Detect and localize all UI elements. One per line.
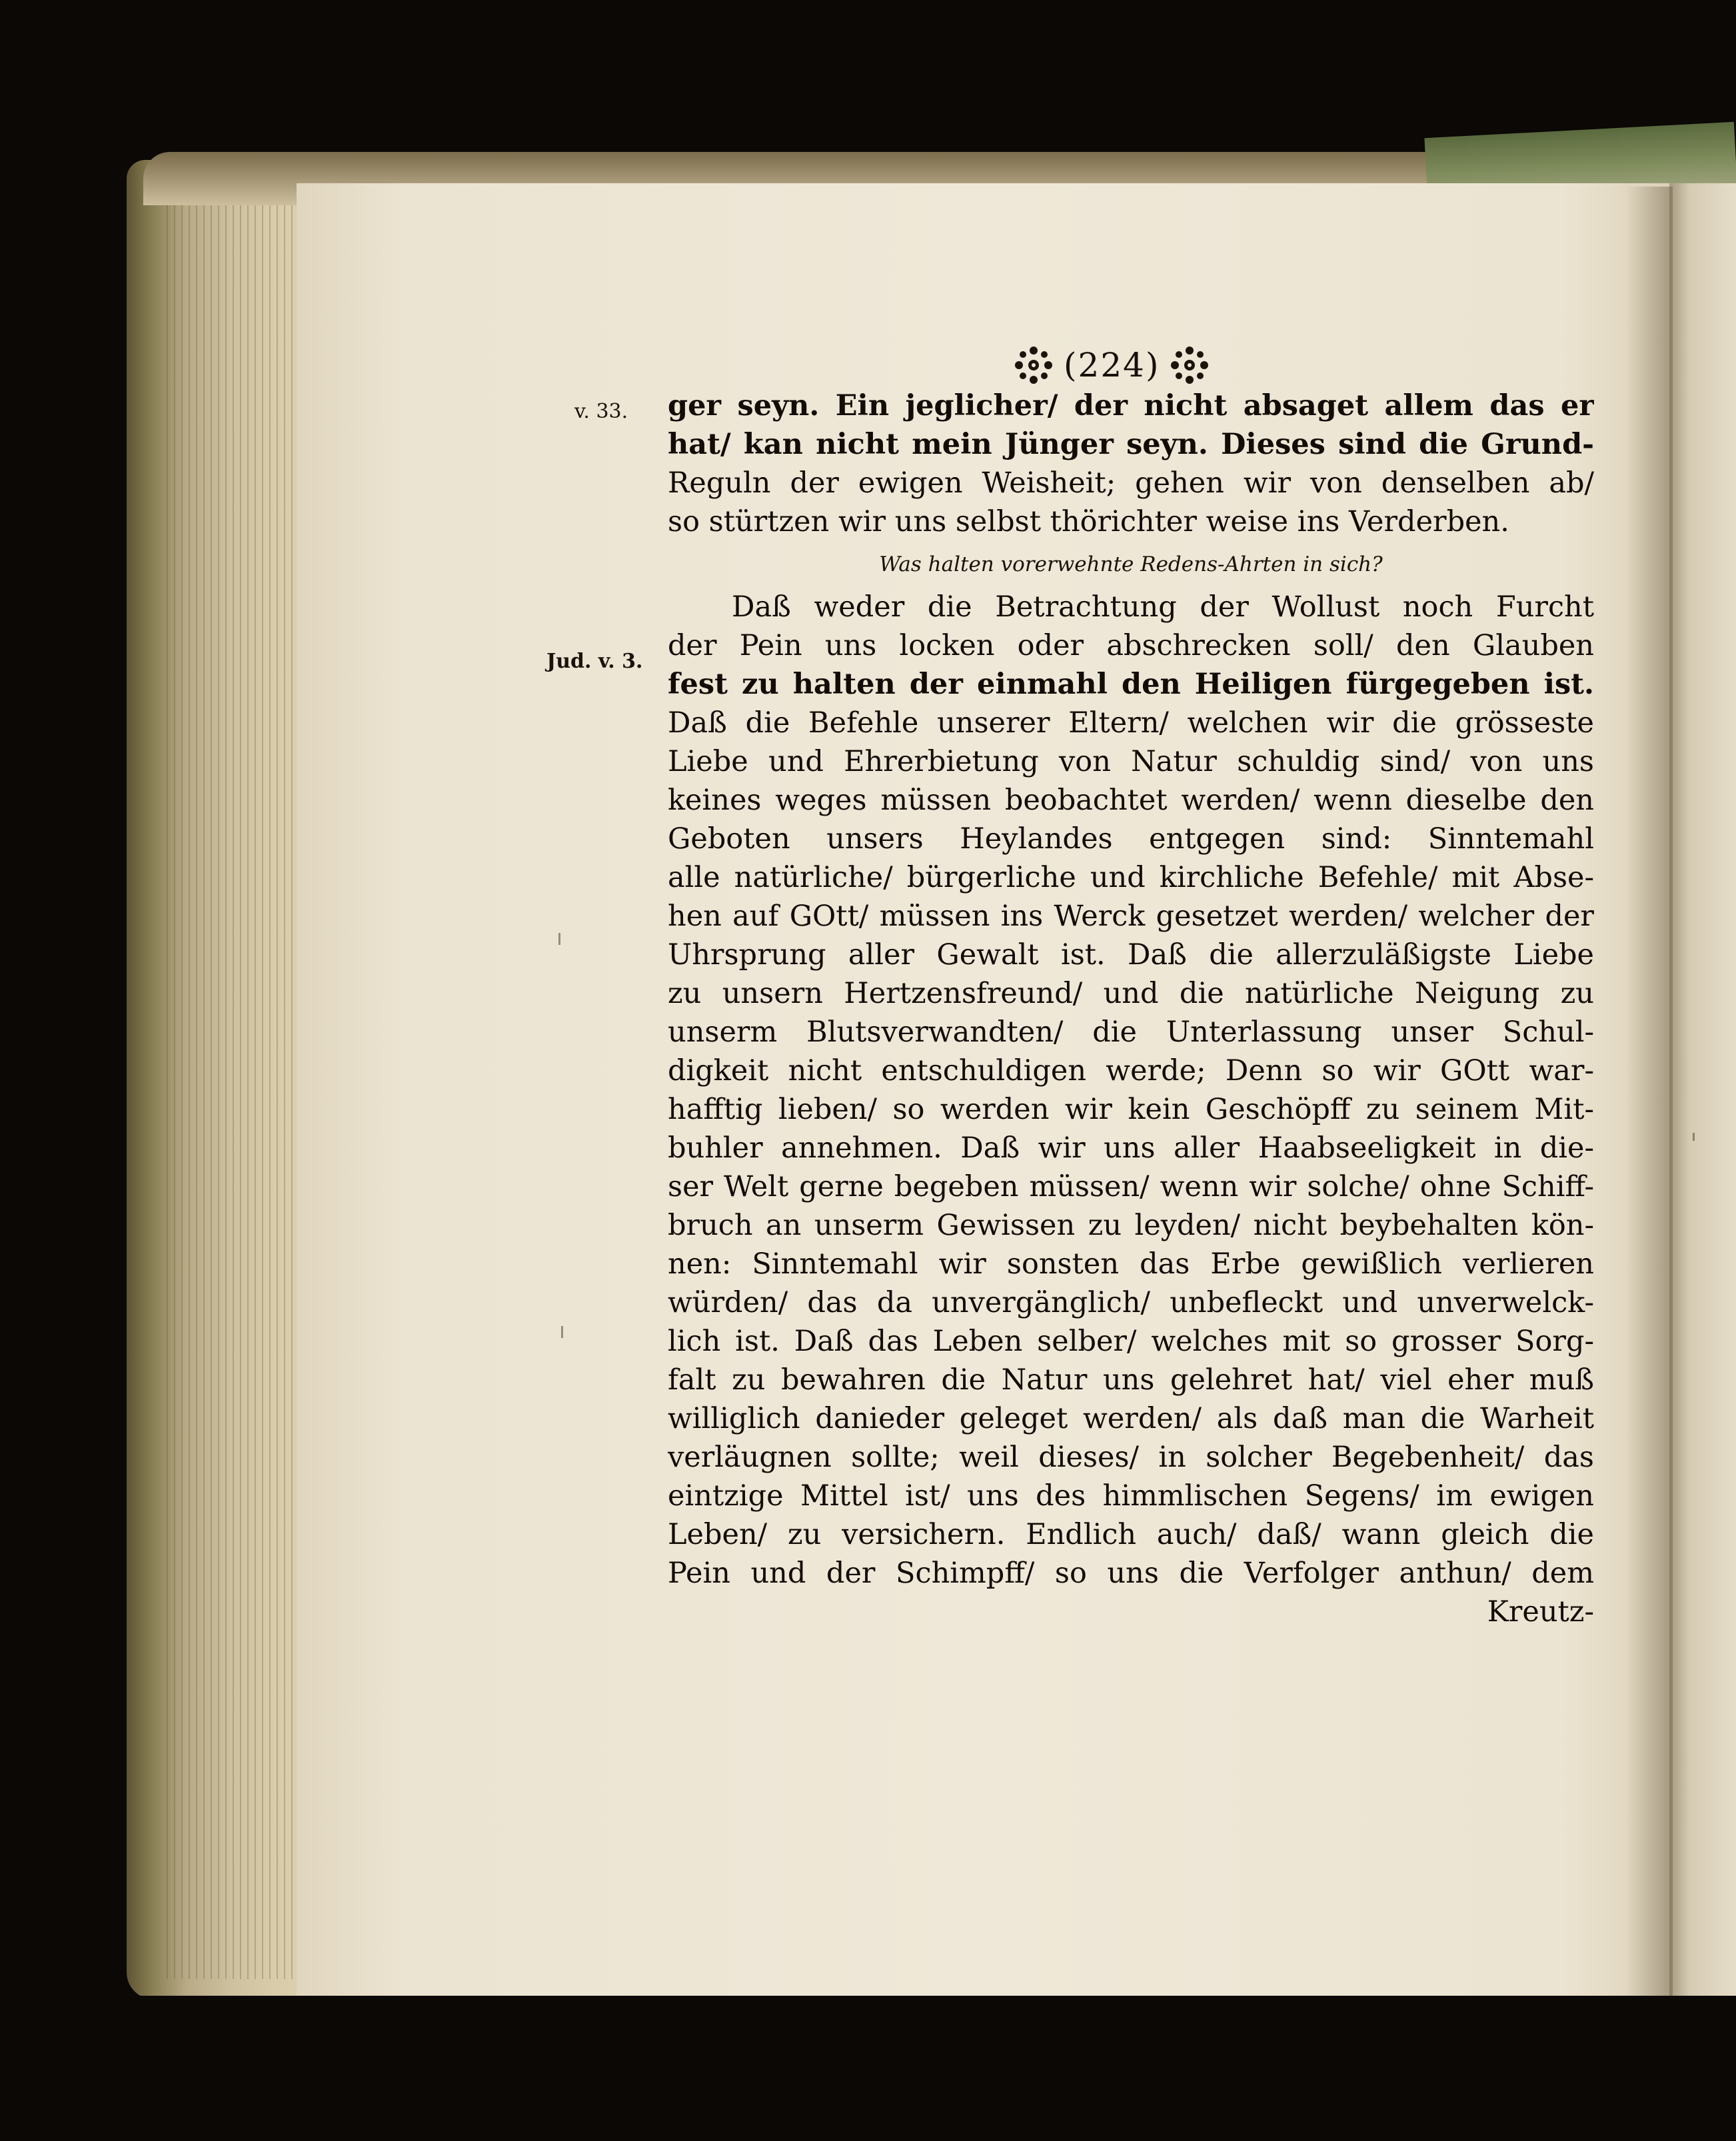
text-line: hen auf GOtt/ müssen ins Werck gesetzet werden/ welcher der — [668, 900, 1594, 933]
text-line: nen: Sinntemahl wir sonsten das Erbe gewißlich verlieren — [668, 1247, 1594, 1281]
paper-speck — [558, 933, 560, 945]
text-line: eintzige Mittel ist/ uns des himmlischen Segens/ im ewigen — [668, 1479, 1594, 1513]
text-line: zu unsern Hertzensfreund/ und die natürliche Neigung zu — [668, 977, 1594, 1010]
text-line: Geboten unsers Heylandes entgegen sind: Sinntemahl — [668, 822, 1594, 856]
text-line: keines weges müssen beobachtet werden/ wenn dieselbe den — [668, 784, 1594, 817]
text-line: Leben/ zu versichern. Endlich auch/ daß/ wann gleich die — [668, 1518, 1594, 1551]
gutter-shadow — [1626, 187, 1673, 1999]
margin-reference: v. 33. — [574, 400, 628, 423]
text-line: digkeit nicht entschuldigen werde; Denn so wir GOtt war- — [668, 1054, 1594, 1087]
text-line: ger seyn. Ein jeglicher/ der nicht absaget allem das er — [668, 389, 1594, 422]
body-text — [668, 386, 1594, 1631]
text-line: Daß weder die Betrachtung der Wollust noch Furcht — [732, 590, 1594, 624]
text-line: so stürtzen wir uns selbst thörichter weise ins Verderben. — [668, 505, 1509, 538]
text-line: Uhrsprung aller Gewalt ist. Daß die allerzuläßigste Liebe — [668, 938, 1594, 972]
text-line: der Pein uns locken oder abschrecken soll/ den Glauben — [668, 629, 1594, 662]
paper-speck — [1693, 1133, 1695, 1141]
text-line: fest zu halten der einmahl den Heiligen fürgegeben ist. — [668, 668, 1594, 701]
text-line: Reguln der ewigen Weisheit; gehen wir von denselben ab/ — [668, 466, 1594, 500]
catchword: Kreutz- — [1487, 1595, 1594, 1629]
margin-reference: Jud. v. 3. — [546, 650, 643, 673]
section-question: Was halten vorerwehnte Redens-Ahrten in sich? — [879, 552, 1383, 576]
page-edge-lines — [167, 180, 300, 1979]
text-line: lich ist. Daß das Leben selber/ welches mit so grosser Sorg- — [668, 1325, 1594, 1358]
text-line: bruch an unserm Gewissen zu leyden/ nicht beybehalten kön- — [668, 1209, 1594, 1242]
page-header — [1013, 341, 1210, 389]
text-line: verläugnen sollte; weil dieses/ in solcher Begebenheit/ das — [668, 1441, 1594, 1474]
floral-ornament-icon — [1013, 345, 1054, 386]
text-line: würden/ das da unvergänglich/ unbefleckt und unverwelck- — [668, 1286, 1594, 1319]
floral-ornament-icon — [1169, 345, 1210, 386]
text-line: hat/ kan nicht mein Jünger seyn. Dieses sind die Grund- — [668, 428, 1594, 461]
text-line: buhler annehmen. Daß wir uns aller Haabseeligkeit in die- — [668, 1131, 1594, 1165]
text-line: alle natürliche/ bürgerliche und kirchliche Befehle/ mit Abse- — [668, 861, 1594, 894]
paper-speck — [561, 1326, 563, 1338]
text-line: Daß die Befehle unserer Eltern/ welchen wir die grösseste — [668, 706, 1594, 740]
page-number: (224) — [1064, 346, 1160, 384]
text-line: Pein und der Schimpff/ so uns die Verfolger anthun/ dem — [668, 1557, 1594, 1590]
text-line: ser Welt gerne begeben müssen/ wenn wir solche/ ohne Schiff- — [668, 1170, 1594, 1203]
text-line: falt zu bewahren die Natur uns gelehret hat/ viel eher muß — [668, 1363, 1594, 1397]
background-shadow — [127, 1996, 1736, 2141]
text-line: unserm Blutsverwandten/ die Unterlassung unser Schul- — [668, 1016, 1594, 1049]
text-line: hafftig lieben/ so werden wir kein Geschöpff zu seinem Mit- — [668, 1093, 1594, 1126]
text-line: Liebe und Ehrerbietung von Natur schuldig sind/ von uns — [668, 745, 1594, 778]
text-line: williglich danieder geleget werden/ als daß man die Warheit — [668, 1402, 1594, 1435]
